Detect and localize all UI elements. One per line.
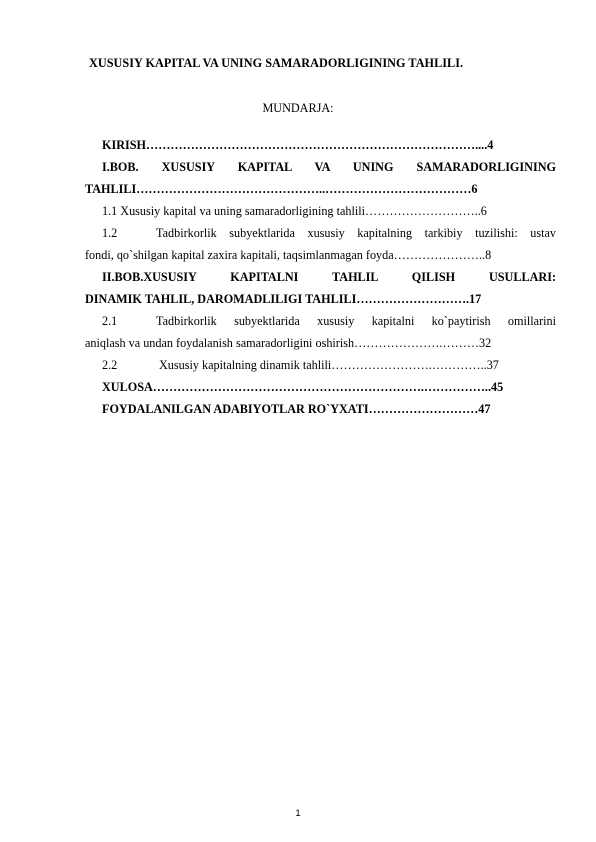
document-title: XUSUSIY KAPITAL VA UNING SAMARADORLIGINING TAHLILI. bbox=[89, 56, 464, 70]
toc-entry-bob1-line2 bbox=[85, 182, 556, 197]
toc-entry-label: 1.1 Xususiy kapital va uning samaradorligining tahlili………………………..6 bbox=[102, 204, 487, 218]
toc-entry-label: KIRISH………………………………………………………………………....4 bbox=[102, 138, 494, 152]
toc-entry-2-1-line2 bbox=[85, 336, 556, 351]
toc-entry-xulosa bbox=[85, 380, 556, 395]
toc-entry-label: Tadbirkorlik subyektlarida xususiy kapitalning tarkibiy tuzilishi: ustav bbox=[156, 226, 556, 240]
toc-entry-label: fondi, qo`shilgan kapital zaxira kapitali, taqsimlanmagan foyda…………………..8 bbox=[85, 248, 492, 262]
toc-entry-label: XULOSA………………………………………………………….……………..45 bbox=[102, 380, 504, 394]
toc-entry-label: Tadbirkorlik subyektlarida xususiy kapitalni ko`paytirish omillarini bbox=[156, 314, 556, 328]
toc-entry-kirish bbox=[85, 138, 556, 153]
toc-entry-number: 2.1 bbox=[102, 314, 118, 328]
toc-entry-number: 1.2 bbox=[102, 226, 118, 240]
toc-entry-label: aniqlash va undan foydalanish samaradorligini oshirish………………….………32 bbox=[85, 336, 492, 350]
toc-entry-number: 2.2 bbox=[102, 358, 118, 372]
toc-entry-bob1-line1 bbox=[85, 160, 556, 175]
toc-entry-2-2 bbox=[85, 358, 556, 373]
toc-heading: MUNDARJA: bbox=[262, 101, 334, 115]
toc-entry-bob2-line1 bbox=[85, 270, 556, 285]
page-number: 1 bbox=[295, 808, 301, 819]
toc-entry-label: I.BOB. XUSUSIY KAPITAL VA UNING SAMARADORLIGINING bbox=[102, 160, 556, 174]
toc-entry-2-1-line1 bbox=[85, 314, 556, 329]
toc-entry-label: FOYDALANILGAN ADABIYOTLAR RO`YXATI………………………47 bbox=[102, 402, 491, 416]
toc-entry-1-1 bbox=[85, 204, 556, 219]
toc-entry-1-2-line2 bbox=[85, 248, 556, 263]
toc-entry-adabiyotlar bbox=[85, 402, 556, 417]
toc-entry-label: II.BOB.XUSUSIY KAPITALNI TAHLIL QILISH USULLARI: bbox=[102, 270, 556, 284]
toc-entry-bob2-line2 bbox=[85, 292, 556, 307]
toc-entry-label: Xususiy kapitalning dinamik tahlili…………………….…………..37 bbox=[159, 358, 499, 372]
toc-entry-label: DINAMIK TAHLIL, DAROMADLILIGI TAHLILI……………………….17 bbox=[85, 292, 482, 306]
toc-entry-label: TAHLILI………………………………………..………………………………6 bbox=[85, 182, 478, 196]
toc-entry-1-2-line1 bbox=[85, 226, 556, 241]
